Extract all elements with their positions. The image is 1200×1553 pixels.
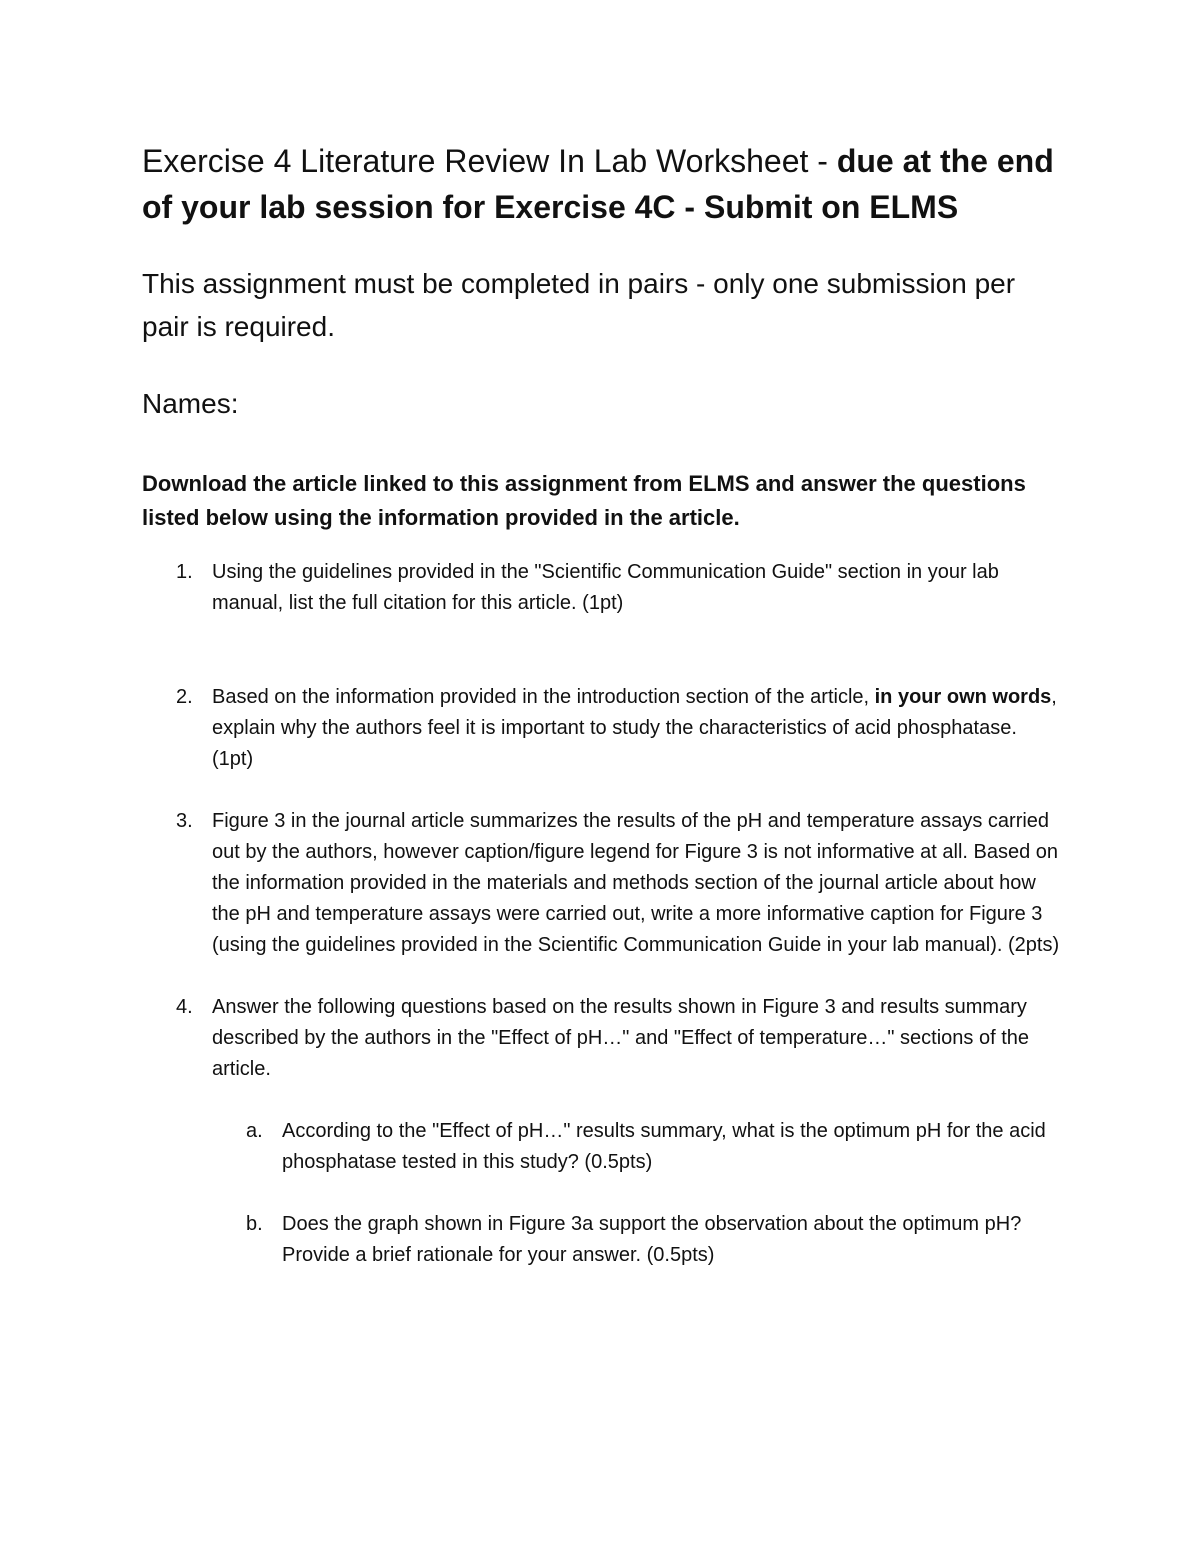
question-text-start: Based on the information provided in the introduction section of the article, bbox=[212, 686, 875, 708]
question-text: Answer the following questions based on the results shown in Figure 3 and results summary described by the authors in the "Effect of pH…" and "Effect of temperature…" sections of the article. bbox=[212, 996, 1029, 1080]
instructions: Download the article linked to this assignment from ELMS and answer the questions listed below using the information provided in the article. bbox=[142, 471, 1026, 530]
question-number: 2. bbox=[176, 686, 193, 708]
question-number: 4. bbox=[176, 996, 193, 1018]
names-label: Names: bbox=[142, 388, 239, 419]
question-text: Using the guidelines provided in the "Scientific Communication Guide" section in your lab manual, list the full citation for this article. (1pt) bbox=[212, 561, 999, 614]
question-2 bbox=[142, 682, 1062, 775]
worksheet-title bbox=[142, 138, 1062, 230]
question-list bbox=[142, 557, 1062, 1271]
question-1 bbox=[142, 557, 1062, 619]
sub-question-a bbox=[212, 1116, 1062, 1178]
question-3 bbox=[142, 806, 1062, 961]
sub-question-list bbox=[212, 1116, 1062, 1271]
sub-question-text: Does the graph shown in Figure 3a support the observation about the optimum pH? Provide a brief rationale for your answer. (0.5pts) bbox=[282, 1213, 1022, 1266]
question-text-emphasis: in your own words bbox=[874, 686, 1052, 708]
question-text-end: , explain why the authors feel it is important to study the characteristics of acid phosphatase. (1pt) bbox=[212, 686, 1057, 770]
question-number: 1. bbox=[176, 561, 193, 583]
question-text: Figure 3 in the journal article summarizes the results of the pH and temperature assays carried out by the authors, however caption/figure legend for Figure 3 is not informative at all. Based on the information provided in the materials and methods section of the journal article about how the pH and temperature assays were carried out, write a more informative caption for Figure 3 (using the guidelines provided in the Scientific Communication Guide in your lab manual). (2pts) bbox=[212, 810, 1060, 956]
question-4 bbox=[142, 992, 1062, 1271]
sub-question-b bbox=[212, 1209, 1062, 1271]
pairs-note: This assignment must be completed in pairs - only one submission per pair is required. bbox=[142, 268, 1016, 342]
sub-question-letter: b. bbox=[246, 1213, 263, 1235]
question-number: 3. bbox=[176, 810, 193, 832]
worksheet-page bbox=[142, 138, 1062, 1302]
title-text: Exercise 4 Literature Review In Lab Worksheet - bbox=[142, 143, 837, 179]
sub-question-text: According to the "Effect of pH…" results summary, what is the optimum pH for the acid phosphatase tested in this study? (0.5pts) bbox=[282, 1120, 1046, 1173]
title-due-text: due at the end of your lab session for Exercise 4C - Submit on ELMS bbox=[142, 143, 1054, 225]
sub-question-letter: a. bbox=[246, 1120, 263, 1142]
